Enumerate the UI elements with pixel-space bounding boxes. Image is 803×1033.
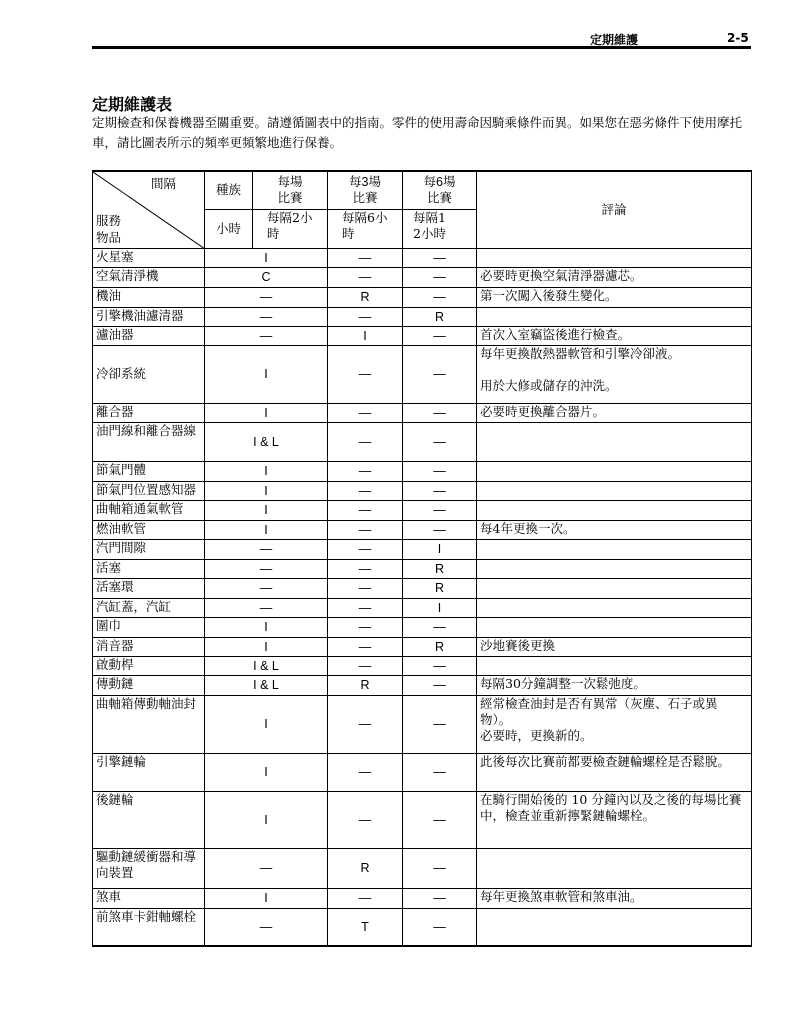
comment-cell: 每年更換散熱器軟管和引擎冷卻液。 用於大修或儲存的沖洗。 [477, 345, 752, 403]
every-race-cell: I [205, 753, 328, 791]
comment-cell [477, 559, 752, 578]
service-item-cell: 活塞 [93, 559, 205, 578]
table-row [93, 598, 752, 617]
col-2-hours-head: 每隔2小 時 [253, 209, 328, 248]
every-race-cell: I [205, 345, 328, 403]
table-row [93, 403, 752, 422]
table-row [93, 422, 752, 461]
table-row [93, 520, 752, 539]
comment-cell [477, 500, 752, 520]
every-6-races-cell: — [403, 267, 477, 287]
every-3-races-cell: — [328, 578, 403, 598]
every-3-races-cell: — [328, 248, 403, 267]
comment-cell: 必要時更換離合器片。 [477, 403, 752, 422]
service-item-cell: 驅動鏈緩衝器和導向裝置 [93, 848, 205, 888]
every-race-cell: I [205, 695, 328, 753]
every-3-races-cell: — [328, 520, 403, 539]
service-item-cell: 後鏈輪 [93, 791, 205, 848]
intro-paragraph: 定期檢查和保養機器至關重要。請遵循圖表中的指南。零件的使用壽命因騎乘條件而異。如果您在惡劣條件下使用摩托車，請比圖表所示的頻率更頻繁地進行保養。 [92, 115, 743, 150]
every-3-races-cell: — [328, 617, 403, 637]
every-race-cell: I [205, 520, 328, 539]
every-3-races-cell: — [328, 791, 403, 848]
corner-service-label: 服務 物品 [96, 213, 122, 245]
table-row [93, 695, 752, 753]
table-row [93, 753, 752, 791]
every-3-races-cell: T [328, 908, 403, 946]
service-item-cell: 節氣門位置感知器 [93, 481, 205, 500]
every-race-cell: I & L [205, 656, 328, 675]
every-6-races-cell: R [403, 307, 477, 326]
comment-cell: 每年更換煞車軟管和煞車油。 [477, 888, 752, 908]
every-3-races-cell: — [328, 307, 403, 326]
table-row [93, 908, 752, 946]
every-6-races-cell: — [403, 753, 477, 791]
comment-cell [477, 539, 752, 559]
service-item-cell: 燃油軟管 [93, 520, 205, 539]
every-6-races-cell: I [403, 598, 477, 617]
every-6-races-cell: — [403, 248, 477, 267]
every-3-races-cell: R [328, 675, 403, 695]
every-6-races-cell: — [403, 461, 477, 481]
table-row [93, 500, 752, 520]
every-6-races-cell: R [403, 559, 477, 578]
service-item-cell: 空氣清淨機 [93, 267, 205, 287]
every-3-races-cell: — [328, 598, 403, 617]
every-3-races-cell: — [328, 888, 403, 908]
every-6-races-cell: I [403, 539, 477, 559]
page-number: 2-5 [727, 31, 749, 45]
service-item-cell: 煞車 [93, 888, 205, 908]
every-race-cell: I [205, 500, 328, 520]
comment-cell [477, 481, 752, 500]
col-every-6-races-head: 每6場 比賽 [403, 171, 477, 209]
service-item-cell: 汽缸蓋，汽缸 [93, 598, 205, 617]
table-row [93, 307, 752, 326]
service-item-cell: 冷卻系統 [93, 345, 205, 403]
table-row [93, 539, 752, 559]
service-item-cell: 引擎機油濾清器 [93, 307, 205, 326]
table-row [93, 637, 752, 656]
service-item-cell: 油門線和離合器線 [93, 422, 205, 461]
service-item-cell: 曲軸箱傳動軸油封 [93, 695, 205, 753]
every-race-cell: I [205, 403, 328, 422]
comment-cell [477, 848, 752, 888]
every-race-cell: I [205, 481, 328, 500]
table-row [93, 267, 752, 287]
every-race-cell: I [205, 888, 328, 908]
col-every-race-head: 每場 比賽 [253, 171, 328, 209]
every-race-cell: — [205, 559, 328, 578]
col-every-3-races-head: 每3場 比賽 [328, 171, 403, 209]
every-race-cell: I [205, 637, 328, 656]
header-rule [92, 46, 751, 49]
page-title: 定期維護表 [92, 95, 173, 114]
comment-cell [477, 656, 752, 675]
comment-cell: 經常檢查油封是否有異常（灰塵、石子或異物）。 必要時，更換新的。 [477, 695, 752, 753]
every-6-races-cell: R [403, 578, 477, 598]
every-6-races-cell: — [403, 326, 477, 345]
every-race-cell: — [205, 326, 328, 345]
class-label: 種族 [205, 171, 253, 209]
table-row [93, 791, 752, 848]
comment-cell: 第一次闖入後發生變化。 [477, 287, 752, 307]
service-item-cell: 曲軸箱通氣軟管 [93, 500, 205, 520]
every-3-races-cell: — [328, 656, 403, 675]
service-item-cell: 前煞車卡鉗軸螺栓 [93, 908, 205, 946]
every-6-races-cell: — [403, 848, 477, 888]
every-3-races-cell: — [328, 481, 403, 500]
every-6-races-cell: — [403, 520, 477, 539]
every-race-cell: C [205, 267, 328, 287]
every-race-cell: — [205, 598, 328, 617]
comment-cell: 必要時更換空氣清淨器濾芯。 [477, 267, 752, 287]
comment-cell [477, 598, 752, 617]
comment-cell [477, 617, 752, 637]
every-3-races-cell: — [328, 695, 403, 753]
every-3-races-cell: R [328, 287, 403, 307]
comment-cell: 每4年更換一次。 [477, 520, 752, 539]
every-3-races-cell: — [328, 267, 403, 287]
table-row [93, 559, 752, 578]
table-row [93, 578, 752, 598]
comment-cell [477, 578, 752, 598]
comment-cell [477, 461, 752, 481]
every-3-races-cell: — [328, 345, 403, 403]
corner-header-cell [93, 171, 205, 248]
comment-cell [477, 422, 752, 461]
table-row [93, 656, 752, 675]
every-6-races-cell: — [403, 422, 477, 461]
table-row [93, 345, 752, 403]
every-6-races-cell: — [403, 287, 477, 307]
table-row [93, 248, 752, 267]
every-6-races-cell: R [403, 637, 477, 656]
comment-head: 評論 [477, 171, 752, 248]
comment-cell: 在騎行開始後的 10 分鐘內以及之後的每場比賽中，檢查並重新擰緊鏈輪螺栓。 [477, 791, 752, 848]
every-race-cell: — [205, 287, 328, 307]
table-row [93, 461, 752, 481]
every-race-cell: — [205, 848, 328, 888]
every-3-races-cell: — [328, 559, 403, 578]
comment-cell: 沙地賽後更換 [477, 637, 752, 656]
every-3-races-cell: — [328, 753, 403, 791]
every-6-races-cell: — [403, 481, 477, 500]
every-3-races-cell: R [328, 848, 403, 888]
col-12-hours-head: 每隔1 2小時 [403, 209, 477, 248]
every-6-races-cell: — [403, 888, 477, 908]
every-6-races-cell: — [403, 695, 477, 753]
hours-label: 小時 [205, 209, 253, 248]
every-6-races-cell: — [403, 500, 477, 520]
running-header-section: 定期維護 [590, 33, 639, 47]
col-6-hours-head: 每隔6小 時 [328, 209, 403, 248]
maintenance-schedule-table [92, 170, 752, 947]
every-6-races-cell: — [403, 345, 477, 403]
every-6-races-cell: — [403, 908, 477, 946]
comment-cell: 此後每次比賽前都要檢查鏈輪螺栓是否鬆脫。 [477, 753, 752, 791]
every-race-cell: — [205, 307, 328, 326]
every-3-races-cell: — [328, 422, 403, 461]
service-item-cell: 火星塞 [93, 248, 205, 267]
every-race-cell: — [205, 908, 328, 946]
corner-interval-label: 間隔 [151, 176, 177, 191]
service-item-cell: 節氣門體 [93, 461, 205, 481]
every-6-races-cell: — [403, 791, 477, 848]
every-6-races-cell: — [403, 675, 477, 695]
every-6-races-cell: — [403, 617, 477, 637]
table-row [93, 287, 752, 307]
service-item-cell: 啟動桿 [93, 656, 205, 675]
service-item-cell: 引擎鏈輪 [93, 753, 205, 791]
comment-cell [477, 248, 752, 267]
every-race-cell: I [205, 248, 328, 267]
table-row [93, 481, 752, 500]
every-race-cell: I [205, 791, 328, 848]
every-3-races-cell: I [328, 326, 403, 345]
table-row [93, 675, 752, 695]
service-item-cell: 汽門間隙 [93, 539, 205, 559]
table-row [93, 326, 752, 345]
every-race-cell: I [205, 461, 328, 481]
service-item-cell: 消音器 [93, 637, 205, 656]
comment-cell: 首次入室竊盜後進行檢查。 [477, 326, 752, 345]
every-6-races-cell: — [403, 656, 477, 675]
every-3-races-cell: — [328, 403, 403, 422]
service-item-cell: 濾油器 [93, 326, 205, 345]
comment-cell: 每隔30分鐘調整一次鬆弛度。 [477, 675, 752, 695]
service-item-cell: 傳動鏈 [93, 675, 205, 695]
table-row [93, 617, 752, 637]
every-race-cell: — [205, 539, 328, 559]
every-race-cell: I & L [205, 422, 328, 461]
every-6-races-cell: — [403, 403, 477, 422]
every-3-races-cell: — [328, 461, 403, 481]
service-item-cell: 離合器 [93, 403, 205, 422]
service-item-cell: 圍巾 [93, 617, 205, 637]
every-race-cell: I [205, 617, 328, 637]
comment-cell [477, 908, 752, 946]
table-row [93, 848, 752, 888]
service-item-cell: 活塞環 [93, 578, 205, 598]
service-item-cell: 機油 [93, 287, 205, 307]
every-race-cell: — [205, 578, 328, 598]
table-row [93, 888, 752, 908]
every-3-races-cell: — [328, 539, 403, 559]
every-race-cell: I & L [205, 675, 328, 695]
every-3-races-cell: — [328, 500, 403, 520]
every-3-races-cell: — [328, 637, 403, 656]
comment-cell [477, 307, 752, 326]
